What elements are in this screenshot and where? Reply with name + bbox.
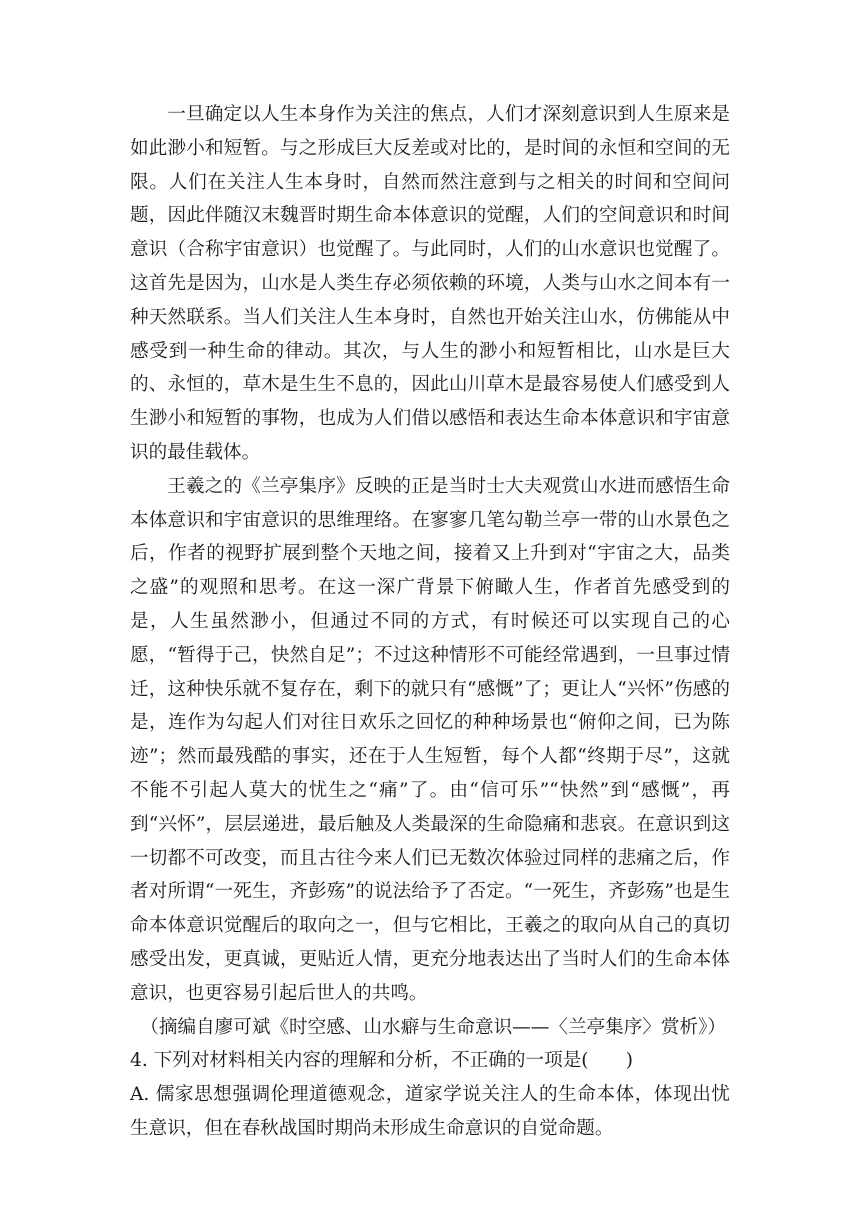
article-paragraph-2: 王羲之的《兰亭集序》反映的正是当时士大夫观赏山水进而感悟生命本体意识和宇宙意识的思维理络。在寥寥几笔勾勒兰亭一带的山水景色之后，作者的视野扩展到整个天地之间，接着又上升到对“宇宙之大，品类之盛”的观照和思考。在这一深广背景下俯瞰人生，作者首先感受到的是，人生虽然渺小，但通过不同的方式，有时候还可以实现自己的心愿，“暂得于己，快然自足”；不过这种情形不可能经常遇到，一旦事过情迁，这种快乐就不复存在，剩下的就只有“感慨”了；更让人“兴怀”伤感的是，连作为勾起人们对往日欢乐之回忆的种种场景也“俯仰之间，已为陈迹”；然而最残酷的事实，还在于人生短暂，每个人都“终期于尽”，这就不能不引起人莫大的忧生之“痛”了。由“信可乐”“快然”到“感慨”，再到“兴怀”，层层递进，最后触及人类最深的生命隐痛和悲哀。在意识到这一切都不可改变，而且古往今来人们已无数次体验过同样的悲痛之后，作者对所谓“一死生，齐彭殇”的说法给予了否定。“一死生，齐彭殇”也是生命本体意识觉醒后的取向之一，但与它相比，王羲之的取向从自己的真切感受出发，更真诚，更贴近人情，更充分地表达出了当时人们的生命本体意识，也更容易引起后世人的共鸣。 bbox=[130, 475, 730, 1004]
document-page bbox=[130, 98, 730, 1146]
source-citation: （摘编自廖可斌《时空感、山水癖与生命意识——〈兰亭集序〉赏析》） bbox=[140, 1016, 726, 1038]
question-4-option-a: A. 儒家思想强调伦理道德观念，道家学说关注人的生命本体，体现出忧生意识，但在春秋战国时期尚未形成生命意识的自觉命题。 bbox=[130, 1084, 730, 1139]
question-4-stem: 4. 下列对材料相关内容的理解和分析，不正确的一项是( ) bbox=[130, 1050, 634, 1072]
article-paragraph-1: 一旦确定以人生本身作为关注的焦点，人们才深刻意识到人生原来是如此渺小和短暂。与之形成巨大反差或对比的，是时间的永恒和空间的无限。人们在关注人生本身时，自然而然注意到与之相关的时间和空间问题，因此伴随汉末魏晋时期生命本体意识的觉醒，人们的空间意识和时间意识（合称宇宙意识）也觉醒了。与此同时，人们的山水意识也觉醒了。这首先是因为，山水是人类生存必须依赖的环境，人类与山水之间本有一种天然联系。当人们关注人生本身时，自然也开始关注山水，仿佛能从中感受到一种生命的律动。其次，与人生的渺小和短暂相比，山水是巨大的、永恒的，草木是生生不息的，因此山川草木是最容易使人们感受到人生渺小和短暂的事物，也成为人们借以感悟和表达生命本体意识和宇宙意识的最佳载体。 bbox=[130, 104, 730, 463]
